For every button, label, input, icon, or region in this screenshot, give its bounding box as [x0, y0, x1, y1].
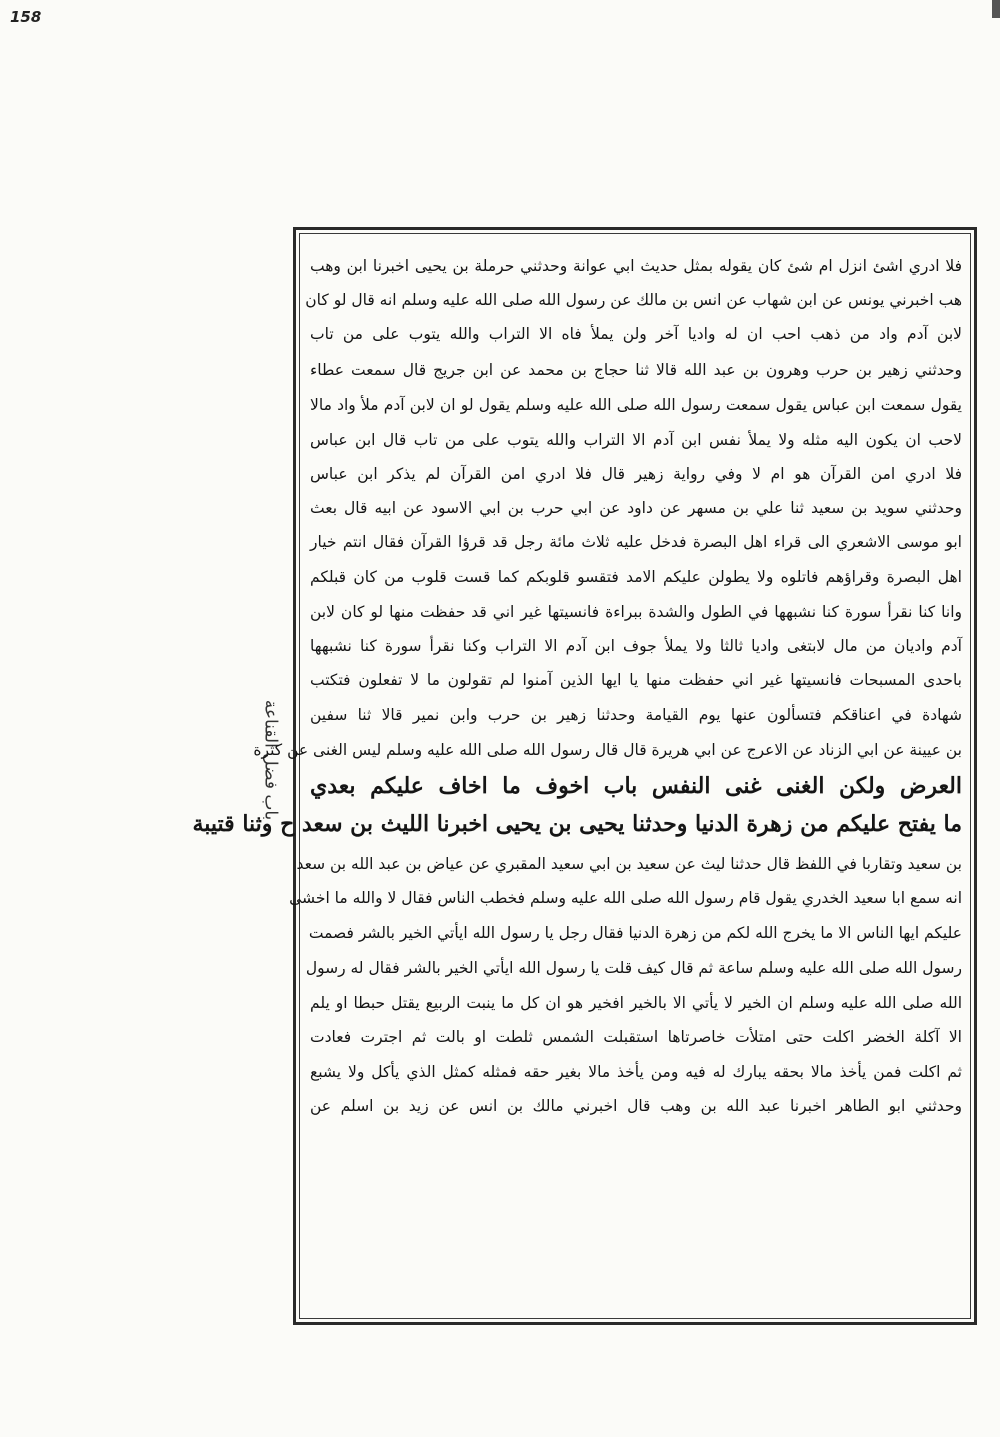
text-line: وحدثني زهير بن حرب وهرون بن عبد الله قالا ثنا حجاج بن محمد عن ابن جريج قال سمعت عطاء [310, 361, 962, 379]
text-line: وحدثني ابو الطاهر اخبرنا عبد الله بن وهب قال اخبرني مالك بن انس عن زيد بن اسلم عن [310, 1097, 962, 1115]
text-line: لابن آدم واد من ذهب احب ان له واديا آخر ولن يملأ فاه الا التراب والله يتوب على من تاب [310, 325, 962, 343]
text-line: لاحب ان يكون اليه مثله ولا يملأ نفس ابن آدم الا التراب والله يتوب على من تاب قال ابن عباس [310, 431, 962, 449]
text-line: يقول سمعت ابن عباس يقول سمعت رسول الله صلى الله عليه وسلم يقول لو ان لابن آدم ملأ واد مالا [310, 396, 962, 414]
page-number: 158 [10, 8, 42, 26]
text-line: هب اخبرني يونس عن ابن شهاب عن انس بن مالك عن رسول الله صلى الله عليه وسلم انه قال لو كان [305, 291, 962, 309]
text-line: ابو موسى الاشعري الى قراء اهل البصرة فدخل عليه ثلاث مائة رجل قد قرؤا القرآن فقال انتم خيار [310, 533, 962, 551]
text-line: رسول الله صلى الله عليه وسلم ساعة ثم قال كيف قلت يا رسول الله ايأتي الخير بالشر فقال له رسول [305, 959, 962, 977]
margin-chapter-note-text: باب فضل القناعة [260, 699, 281, 821]
text-line: بن سعيد وتقاربا في اللفظ قال حدثنا ليث عن سعيد بن ابي سعيد المقبري عن عياض بن عبد الله بن سعد [296, 855, 962, 873]
text-line: شهادة في اعناقكم فتسألون عنها يوم القيامة وحدثنا زهير بن حرب وابن نمير قالا ثنا سفين [310, 706, 962, 724]
text-line: فلا ادري اشئ انزل ام شئ كان يقوله بمثل حديث ابي عوانة وحدثني حرملة بن يحيى اخبرنا ابن وهب [310, 257, 962, 275]
text-line: فلا ادري امن القرآن هو ام لا وفي رواية زهير قال فلا ادري امن القرآن لم يذكر ابن عباس [310, 465, 962, 483]
text-line: الا آكلة الخضر اكلت حتى امتلأت خاصرتاها استقبلت الشمس ثلطت او بالت ثم اجترت فعادت [310, 1028, 962, 1046]
text-line: وحدثني سويد بن سعيد ثنا علي بن مسهر عن داود عن ابي حرب بن ابي الاسود عن ابيه قال بعث [310, 499, 962, 517]
corner-mark [992, 0, 1000, 18]
chapter-heading-line-1: العرض ولكن الغنى غنى النفس باب اخوف ما اخاف عليكم بعدي [310, 773, 962, 799]
text-line: انه سمع ابا سعيد الخدري يقول قام رسول الله صلى الله عليه وسلم فخطب الناس فقال لا والله ما اخشى [289, 889, 962, 907]
text-line: الله صلى الله عليه وسلم ان الخير لا يأتي الا بالخير افخير هو ان كل ما ينبت الربيع يقتل حبطا او يلم [310, 994, 962, 1012]
chapter-heading-line-2: ما يفتح عليكم من زهرة الدنيا وحدثنا يحيى بن يحيى اخبرنا الليث بن سعد ح وثنا قتيبة [192, 811, 962, 837]
text-line: ثم اكلت فمن يأخذ مالا بحقه يبارك له فيه ومن يأخذ مالا بغير حقه فمثله كمثل الذي يأكل ولا يشبع [310, 1063, 962, 1081]
text-line: عليكم ايها الناس الا ما يخرج الله لكم من زهرة الدنيا فقال رجل يا رسول الله ايأتي الخير بالشر فصمت [308, 924, 962, 942]
text-line: بن عيينة عن ابي الزناد عن الاعرج عن ابي هريرة قال قال رسول الله صلى الله عليه وسلم ليس الغنى عن كثرة [253, 741, 962, 759]
text-line: اهل البصرة وقراؤهم فاتلوه ولا يطولن عليكم الامد فتقسو قلوبكم كما قست قلوب من كان قبلكم [310, 568, 962, 586]
text-line: آدم واديان من مال لابتغى واديا ثالثا ولا يملأ جوف ابن آدم الا التراب وكنا نقرأ سورة كنا نشبهها [310, 637, 962, 655]
text-line: باحدى المسبحات فانسيتها غير اني حفظت منها يا ايها الذين آمنوا لم تقولون ما لا تفعلون فتكتب [310, 671, 962, 689]
text-line: وانا كنا نقرأ سورة كنا نشبهها في الطول والشدة ببراءة فانسيتها غير اني قد حفظت منها لو كان لابن [310, 603, 962, 621]
